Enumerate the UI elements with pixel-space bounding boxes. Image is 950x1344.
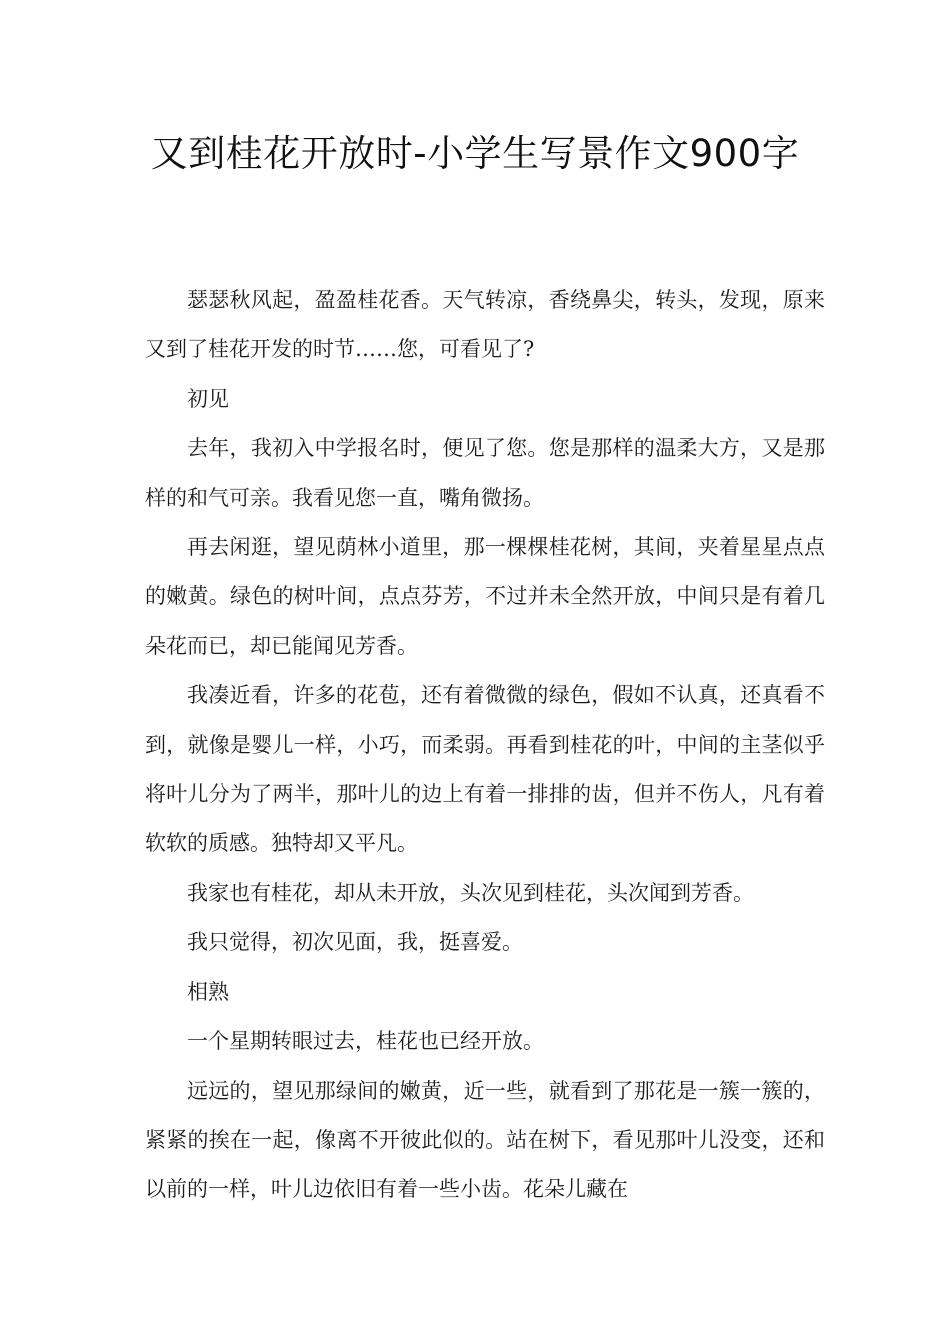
section-heading: 初见 — [187, 386, 229, 411]
paragraph: 瑟瑟秋风起，盈盈桂花香。天气转凉，香绕鼻尖，转头，发现，原来又到了桂花开发的时节……您，可看见了? — [145, 288, 825, 362]
document-body — [145, 276, 825, 1215]
paragraph: 去年，我初入中学报名时，便见了您。您是那样的温柔大方，又是那样的和气可亲。我看见您一直，嘴角微扬。 — [145, 436, 825, 510]
paragraph: 一个星期转眼过去，桂花也已经开放。 — [187, 1029, 544, 1054]
paragraph: 我只觉得，初次见面，我，挺喜爱。 — [187, 930, 523, 955]
section-heading: 相熟 — [187, 979, 229, 1004]
document-title: 又到桂花开放时-小学生写景作文900字 — [150, 132, 800, 175]
paragraph: 远远的，望见那绿间的嫩黄，近一些，就看到了那花是一簇一簇的，紧紧的挨在一起，像离不开彼此似的。站在树下，看见那叶儿没变，还和以前的一样，叶儿边依旧有着一些小齿。花朵儿藏在 — [145, 1078, 825, 1202]
paragraph: 我凑近看，许多的花苞，还有着微微的绿色，假如不认真，还真看不到，就像是婴儿一样，小巧，而柔弱。再看到桂花的叶，中间的主茎似乎将叶儿分为了两半，那叶儿的边上有着一排排的齿，但并不伤人，凡有着软软的质感。独特却又平凡。 — [145, 683, 825, 856]
paragraph: 再去闲逛，望见荫林小道里，那一棵棵桂花树，其间，夹着星星点点的嫩黄。绿色的树叶间，点点芬芳，不过并未全然开放，中间只是有着几朵花而已，却已能闻见芳香。 — [145, 535, 825, 658]
paragraph: 我家也有桂花，却从未开放，头次见到桂花，头次闻到芳香。 — [187, 880, 754, 905]
